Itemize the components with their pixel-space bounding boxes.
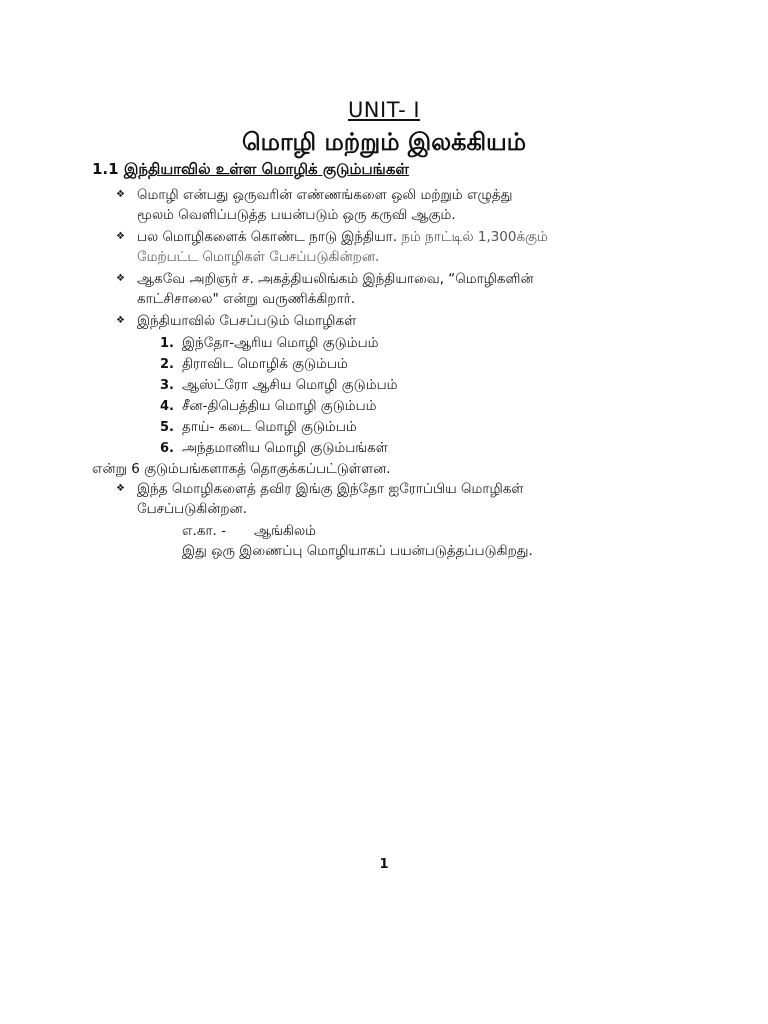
diamond-bullet-icon: ❖ — [116, 189, 125, 200]
bullet-line — [137, 227, 692, 247]
example-value: ஆங்கிலம் — [254, 523, 317, 539]
list-item — [160, 438, 692, 459]
bullet-line: இந்த மொழிகளைத் தவிர இங்கு இந்தோ ஐரோப்பிய மொழிகள் — [137, 481, 524, 497]
bullet-line: இந்தியாவில் பேசப்படும் மொழிகள் — [137, 313, 357, 329]
list-text: சீன-திபெத்திய மொழி குடும்பம் — [182, 398, 377, 414]
example-line — [92, 521, 692, 541]
list-text: இந்தோ-ஆரிய மொழி குடும்பம் — [182, 335, 379, 351]
summary-line: என்று 6 குடும்பங்களாகத் தொகுக்கப்பட்டுள்ளன. — [92, 461, 391, 477]
list-number: 3. — [160, 378, 174, 393]
example-abbreviation: எ.கா. - — [182, 523, 226, 539]
bullet-line: மொழி என்பது ஒருவரின் எண்ணங்களை ஒலி மற்றும் எழுத்து — [137, 187, 513, 203]
diamond-bullet-icon: ❖ — [116, 231, 125, 242]
list-text: ஆஸ்ட்ரோ ஆசிய மொழி குடும்பம் — [182, 377, 398, 393]
diamond-bullet-icon: ❖ — [116, 483, 125, 494]
bullet-item — [92, 269, 692, 309]
bullet-line: ஆகவே அறிஞர் ச. அகத்தியலிங்கம் இந்தியாவை, “மொழிகளின் — [137, 271, 534, 287]
list-text: தாய்- கடை மொழி குடும்பம் — [182, 419, 357, 435]
list-number: 5. — [160, 420, 174, 435]
section-number: 1.1 — [92, 160, 119, 178]
bullet-item — [92, 479, 692, 519]
page-number: 1 — [379, 857, 389, 872]
section-title: இந்தியாவில் உள்ள மொழிக் குடும்பங்கள் — [123, 160, 409, 178]
list-number: 1. — [160, 336, 174, 351]
bullet-item — [92, 227, 692, 267]
example-note: இது ஒரு இணைப்பு மொழியாகப் பயன்படுத்தப்படுகிறது. — [182, 543, 533, 559]
bullet-item — [92, 311, 692, 331]
list-item — [160, 417, 692, 438]
bullet-line: காட்சிசாலை" என்று வருணிக்கிறார். — [137, 291, 356, 307]
list-text: அந்தமானிய மொழி குடும்பங்கள் — [182, 440, 388, 456]
diamond-bullet-icon: ❖ — [116, 273, 125, 284]
list-number: 6. — [160, 441, 174, 456]
list-number: 4. — [160, 399, 174, 414]
list-item — [160, 333, 692, 354]
language-family-list — [92, 333, 692, 459]
content-body — [92, 185, 692, 561]
bullet-text: பல மொழிகளைக் கொண்ட நாடு இந்தியா. — [137, 229, 402, 245]
bullet-line: பேசப்படுகின்றன. — [137, 501, 247, 517]
bullet-line: மேற்பட்ட மொழிகள் பேசப்படுகின்றன. — [137, 249, 380, 265]
list-text: திராவிட மொழிக் குடும்பம் — [182, 356, 348, 372]
diamond-bullet-icon: ❖ — [116, 315, 125, 326]
main-title: மொழி மற்றும் இலக்கியம் — [241, 128, 527, 156]
bullet-line: மூலம் வெளிப்படுத்த பயன்படும் ஒரு கருவி ஆகும். — [137, 207, 456, 223]
unit-title: UNIT- I — [347, 98, 421, 122]
list-number: 2. — [160, 357, 174, 372]
section-heading — [92, 160, 409, 180]
bullet-item — [92, 185, 692, 225]
list-item — [160, 396, 692, 417]
list-item — [160, 375, 692, 396]
bullet-text: நம் நாட்டில் 1,300க்கும் — [401, 229, 548, 245]
list-item — [160, 354, 692, 375]
